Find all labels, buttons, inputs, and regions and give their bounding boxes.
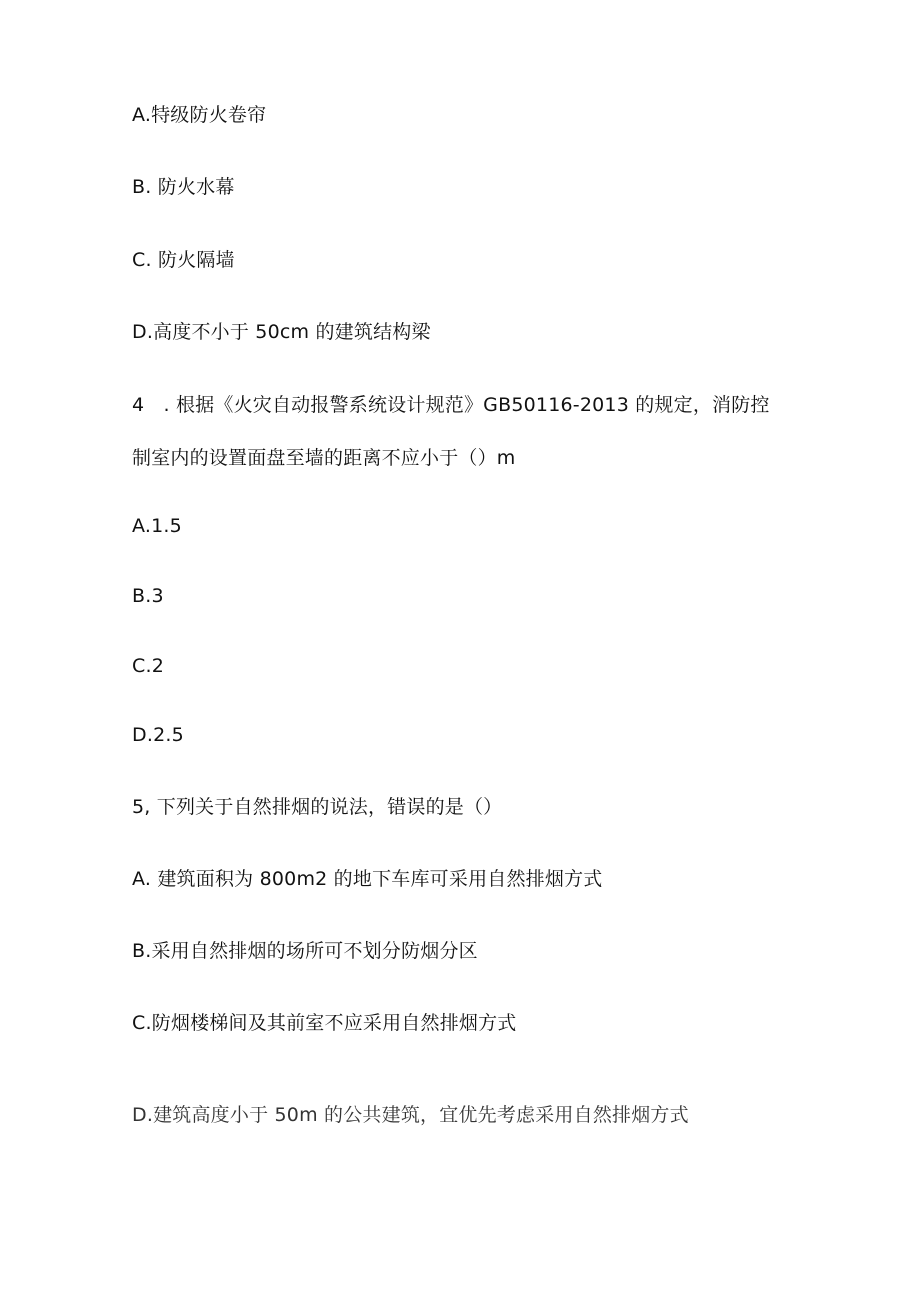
q4-option-b: B.3 xyxy=(132,585,164,607)
q3-option-c: C. 防火隔墙 xyxy=(132,249,235,271)
q4-option-d: D.2.5 xyxy=(132,724,184,746)
q3-option-b: B. 防火水幕 xyxy=(132,176,235,198)
q3-option-a: A.特级防火卷帘 xyxy=(132,104,267,126)
q5-option-d: D.建筑高度小于 50m 的公共建筑，宜优先考虑采用自然排烟方式 xyxy=(132,1104,689,1126)
q5-question: 5, 下列关于自然排烟的说法，错误的是（） xyxy=(132,796,503,818)
q3-option-d: D.高度不小于 50cm 的建筑结构梁 xyxy=(132,321,431,343)
q4-option-c: C.2 xyxy=(132,655,164,677)
q4-question-line-1: 4 . 根据《火灾自动报警系统设计规范》GB50116-2013 的规定，消防控 xyxy=(132,394,770,416)
q5-option-c: C.防烟楼梯间及其前室不应采用自然排烟方式 xyxy=(132,1012,517,1034)
q5-option-a: A. 建筑面积为 800m2 的地下车库可采用自然排烟方式 xyxy=(132,868,603,890)
q5-option-b: B.采用自然排烟的场所可不划分防烟分区 xyxy=(132,940,478,962)
q4-question-line-2: 制室内的设置面盘至墙的距离不应小于（）m xyxy=(132,447,516,469)
q4-option-a: A.1.5 xyxy=(132,515,182,537)
